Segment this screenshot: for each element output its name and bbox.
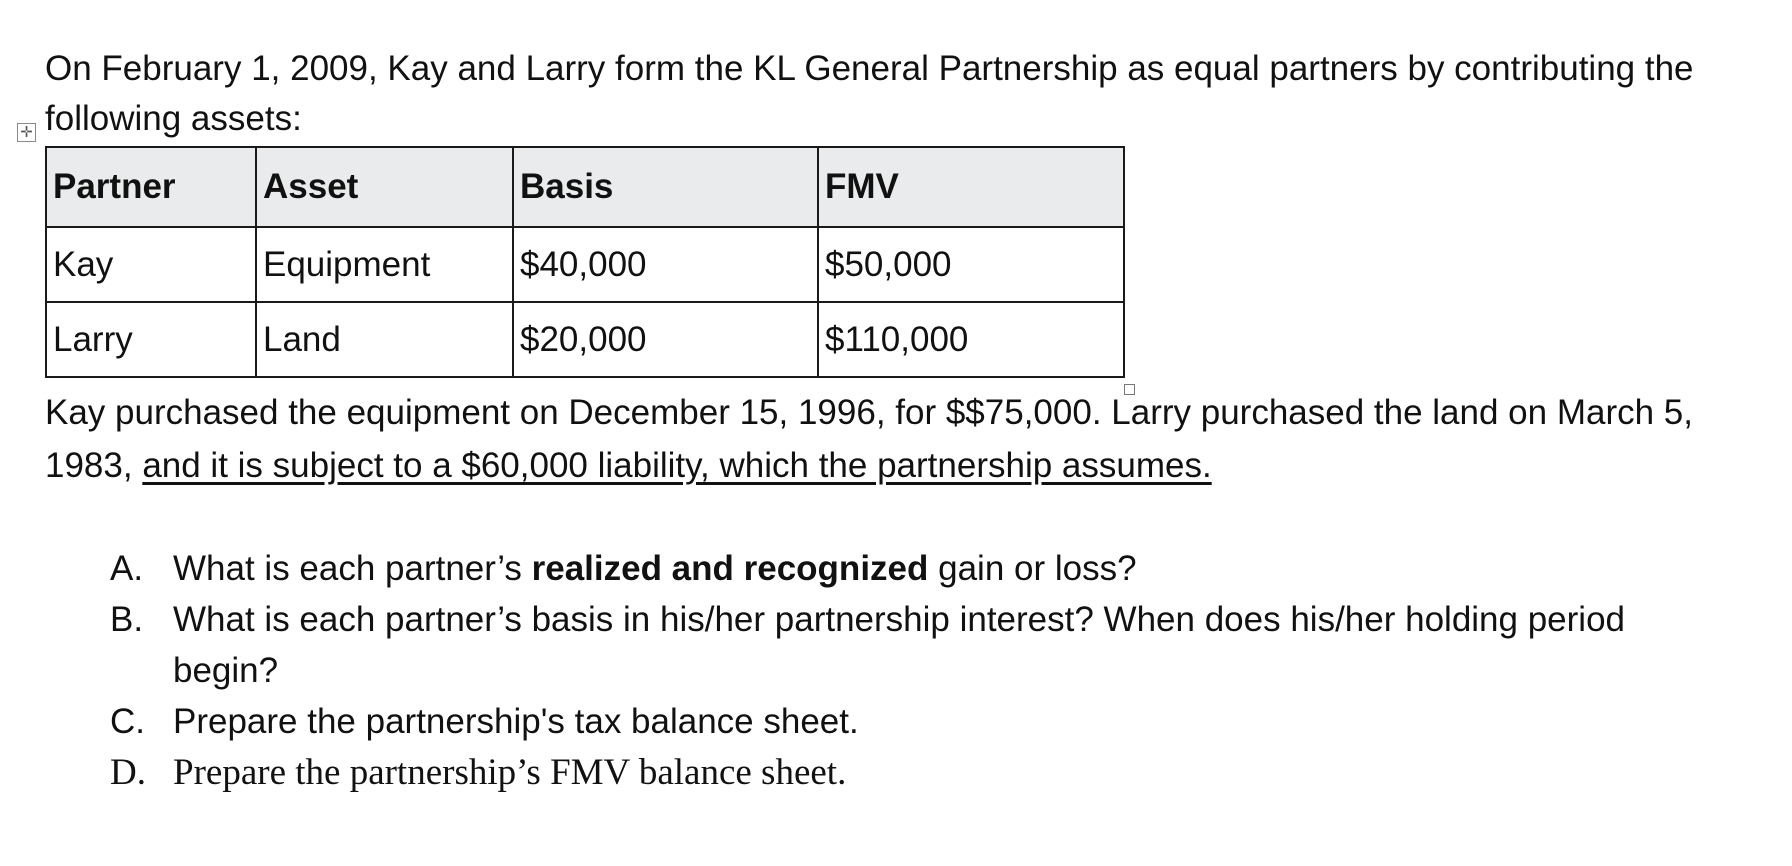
question-letter: D. [110, 752, 146, 793]
header-basis: Basis [513, 147, 818, 227]
cell-partner: Kay [46, 227, 256, 302]
cell-asset: Land [256, 302, 513, 377]
question-text: Prepare the partnership's tax balance sheet. [173, 702, 859, 741]
cell-fmv: $110,000 [818, 302, 1124, 377]
questions-list [0, 543, 1703, 798]
question-d [0, 747, 1703, 798]
header-fmv: FMV [818, 147, 1124, 227]
question-c [0, 696, 1703, 747]
header-asset: Asset [256, 147, 513, 227]
intro-paragraph: On February 1, 2009, Kay and Larry form the KL General Partnership as equal partners by contributing the following assets: [45, 49, 1694, 138]
question-b [0, 594, 1703, 696]
cell-partner: Larry [46, 302, 256, 377]
question-letter: B. [110, 600, 144, 639]
table-header-row [46, 147, 1124, 227]
question-text: What is each partner’s [173, 549, 532, 588]
cell-asset: Equipment [256, 227, 513, 302]
move-icon[interactable]: ✛ [17, 123, 36, 142]
cell-basis: $40,000 [513, 227, 818, 302]
question-a [0, 543, 1703, 594]
header-partner: Partner [46, 147, 256, 227]
question-text: What is each partner’s basis in his/her partnership interest? When does his/her holding period begin? [173, 600, 1626, 690]
table-row [46, 227, 1124, 302]
facts-underlined-text: and it is subject to a $60,000 liability, which the partnership assumes. [142, 446, 1212, 485]
facts-text: Kay purchased the equipment on December 15, 1996, for $$75,000. Larry purchased the land on March 5, 1983, [45, 393, 1693, 485]
question-letter: A. [110, 549, 144, 588]
question-text: gain or loss? [928, 549, 1137, 588]
assets-table [45, 146, 1125, 378]
cell-fmv: $50,000 [818, 227, 1124, 302]
question-text: Prepare the partnership’s FMV balance sheet. [173, 752, 847, 793]
question-bold-text: realized and recognized [531, 549, 929, 588]
table-row [46, 302, 1124, 377]
question-letter: C. [110, 702, 145, 741]
facts-paragraph [45, 386, 1765, 492]
cell-basis: $20,000 [513, 302, 818, 377]
